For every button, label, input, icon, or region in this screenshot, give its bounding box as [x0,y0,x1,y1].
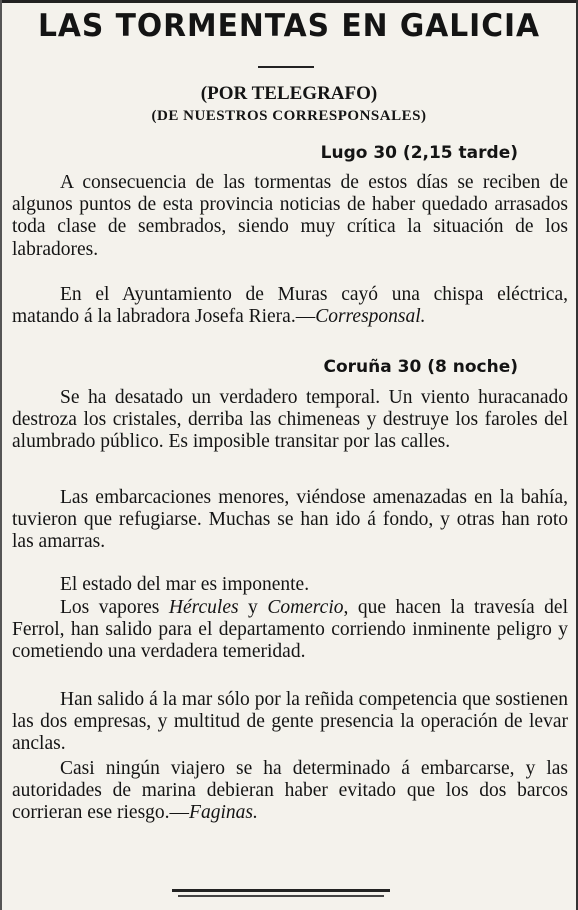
dateline-lugo: Lugo 30 (2,15 tarde) [320,143,518,163]
p4-text-a: Los vapores [60,597,169,618]
left-column-edge [0,0,2,910]
p4-text-b: y [238,597,268,618]
coruna-paragraph-1: Se ha desatado un verdadero temporal. Un viento huracanado destroza los cristales, derriba las chimeneas y destruye los faroles del alumbrado público. Es imposible transitar por las calles. [12,387,568,453]
lugo-signature: Corresponsal. [315,306,426,328]
coruna-paragraph-6 [12,758,568,825]
closing-rule [172,889,390,892]
closing-rule-secondary [178,895,384,897]
headline: LAS TORMENTAS EN GALICIA [37,8,541,44]
correspondents-line: (DE NUESTROS CORRESPONSALES) [151,108,427,124]
coruna-paragraph-3: El estado del mar es imponente. [60,574,310,595]
p4-text-c: , que hacen la travesía del Ferrol, han salido para el departamento corriendo inminente peligro y cometiendo una verdadera temeridad. [12,597,568,663]
byline: (POR TELEGRAFO) [200,83,378,104]
coruna-paragraph-4 [12,597,568,664]
top-rule [0,0,578,3]
ship-name-comercio: Comercio [267,597,344,618]
coruna-signature: Faginas. [189,802,258,824]
lugo-paragraph-1: A consecuencia de las tormentas de estos días se reciben de algunos puntos de esta provincia noticias de haber quedado arrasados toda clase de sembrados, siendo muy crítica la situación de los labradores. [12,172,568,260]
coruna-paragraph-5: Han salido á la mar sólo por la reñida competencia que sostienen las dos empresas, y multitud de gente presencia la operación de levar anclas. [12,689,568,755]
ship-name-hercules: Hércules [168,597,239,618]
coruna-paragraph-2: Las embarcaciones menores, viéndose amenazadas en la bahía, tuvieron que refugiarse. Muchas se han ido á fondo, y otras han roto las amarras. [12,487,568,553]
lugo-paragraph-2 [12,284,568,328]
dateline-coruna: Coruña 30 (8 noche) [323,357,518,377]
lugo-paragraph-2-text: En el Ayuntamiento de Muras cayó una chispa eléctrica, matando á la labradora Josefa Riera.— [12,284,568,328]
headline-rule [258,66,314,68]
coruna-paragraph-6-text: Casi ningún viajero se ha determinado á embarcarse, y las autoridades de marina debieran haber evitado que los dos barcos corrieran ese riesgo.— [12,758,568,824]
